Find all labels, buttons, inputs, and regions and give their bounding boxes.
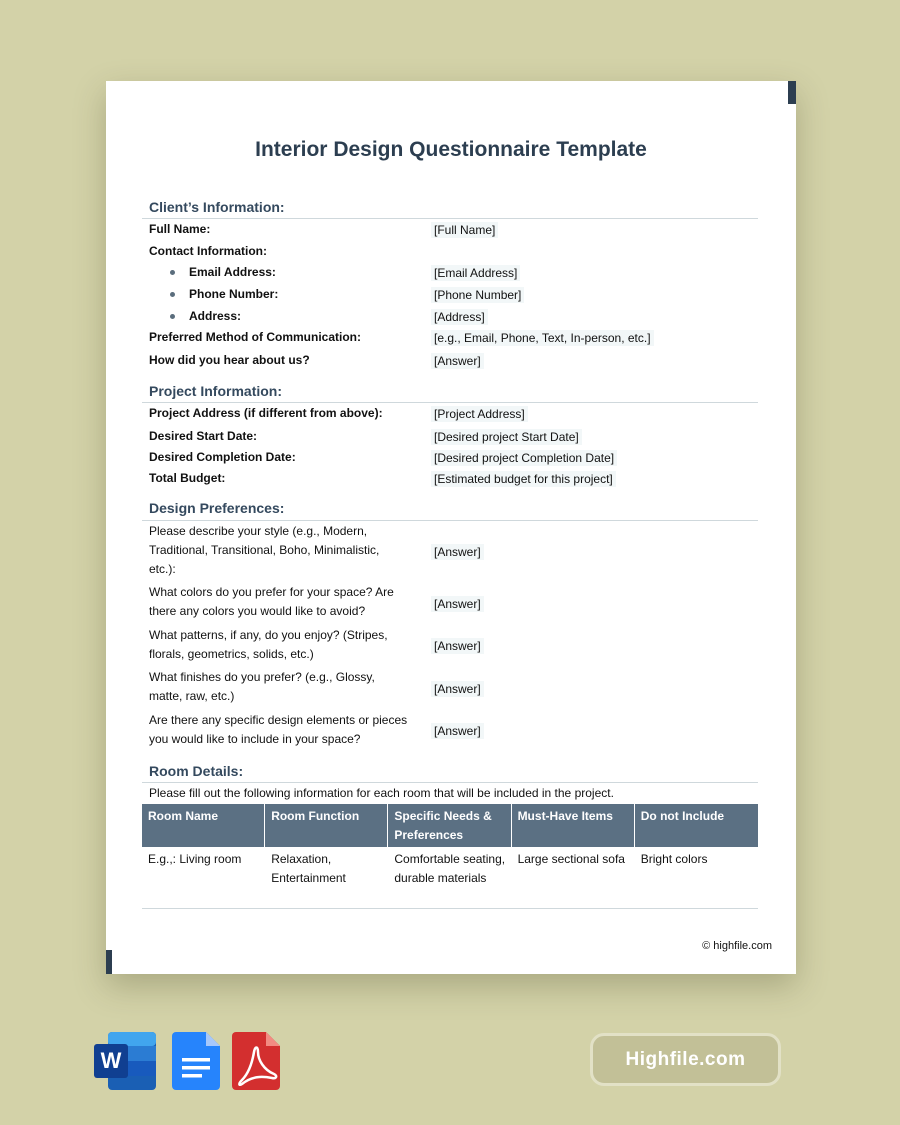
finishes-question: What finishes do you prefer? (e.g., Glossy, matte, raw, etc.) — [149, 670, 375, 703]
phone-field[interactable]: [Phone Number] — [431, 287, 524, 303]
table-cell[interactable]: Comfortable seating, durable materials — [394, 852, 506, 885]
page-title: Interior Design Questionnaire Template — [255, 138, 647, 161]
column-header: Do not Include — [640, 809, 725, 823]
patterns-answer-field[interactable]: [Answer] — [431, 638, 484, 654]
table-row — [142, 847, 758, 909]
completion-date-label: Desired Completion Date: — [149, 450, 296, 464]
project-address-field[interactable]: [Project Address] — [431, 406, 528, 422]
column-header: Room Function — [265, 804, 388, 847]
full-name-field[interactable]: [Full Name] — [431, 222, 498, 238]
section-heading-room: Room Details: — [149, 763, 244, 779]
section-divider — [142, 520, 758, 521]
colors-answer-field[interactable]: [Answer] — [431, 596, 484, 612]
address-field[interactable]: [Address] — [431, 309, 488, 325]
section-divider — [142, 402, 758, 403]
highfile-badge[interactable]: Highfile.com — [590, 1033, 781, 1086]
pdf-icon[interactable] — [232, 1032, 280, 1090]
corner-accent — [106, 950, 112, 974]
document-page — [106, 81, 796, 974]
colors-question: What colors do you prefer for your space? Are there any colors you would like to avoid? — [149, 585, 394, 618]
svg-text:W: W — [100, 1048, 122, 1073]
section-heading-client: Client’s Information: — [149, 199, 285, 215]
email-field[interactable]: [Email Address] — [431, 265, 520, 281]
app-icons — [94, 1030, 284, 1097]
completion-date-field[interactable]: [Desired project Completion Date] — [431, 450, 617, 466]
budget-field[interactable]: [Estimated budget for this project] — [431, 471, 616, 487]
bullet-icon — [170, 292, 175, 297]
project-address-label: Project Address (if different from above): — [149, 406, 383, 420]
bullet-icon — [170, 314, 175, 319]
room-details-intro: Please fill out the following information for each room that will be included in the project. — [149, 786, 614, 800]
section-divider — [142, 218, 758, 219]
bullet-icon — [170, 270, 175, 275]
room-details-table — [142, 804, 758, 909]
contact-info-label: Contact Information: — [149, 244, 267, 258]
address-label: Address: — [189, 309, 242, 323]
style-answer-field[interactable]: [Answer] — [431, 544, 484, 560]
phone-label: Phone Number: — [189, 287, 279, 301]
column-header: Must-Have Items — [512, 804, 635, 847]
patterns-question: What patterns, if any, do you enjoy? (Stripes, florals, geometrics, solids, etc.) — [149, 628, 388, 661]
section-heading-project: Project Information: — [149, 383, 283, 399]
table-cell[interactable]: E.g.,: Living room — [148, 852, 242, 866]
google-docs-icon[interactable] — [172, 1032, 220, 1090]
start-date-label: Desired Start Date: — [149, 429, 258, 443]
hear-about-field[interactable]: [Answer] — [431, 353, 484, 369]
preferred-method-field[interactable]: [e.g., Email, Phone, Text, In-person, etc.] — [431, 330, 654, 346]
style-question: Please describe your style (e.g., Modern, Traditional, Transitional, Boho, Minimalistic, etc.): — [149, 524, 380, 576]
section-heading-design: Design Preferences: — [149, 500, 285, 516]
hear-about-label: How did you hear about us? — [149, 353, 310, 367]
column-header: Room Name — [142, 804, 265, 847]
copyright-footer: © highfile.com — [702, 940, 772, 952]
start-date-field[interactable]: [Desired project Start Date] — [431, 429, 582, 445]
table-cell[interactable]: Relaxation, Entertainment — [271, 852, 346, 885]
section-divider — [142, 782, 758, 783]
email-label: Email Address: — [189, 265, 276, 279]
table-cell[interactable]: Large sectional sofa — [517, 852, 625, 866]
column-header: Specific Needs & Preferences — [388, 804, 511, 847]
full-name-label: Full Name: — [149, 222, 211, 236]
elements-answer-field[interactable]: [Answer] — [431, 723, 484, 739]
word-icon[interactable] — [94, 1032, 156, 1090]
file-format-icons — [94, 1030, 284, 1092]
table-header — [142, 804, 758, 847]
corner-accent — [788, 81, 796, 104]
elements-question: Are there any specific design elements or pieces you would like to include in your space? — [149, 713, 408, 746]
preferred-method-label: Preferred Method of Communication: — [149, 330, 362, 344]
table-cell[interactable]: Bright colors — [640, 852, 708, 866]
budget-label: Total Budget: — [149, 471, 226, 485]
finishes-answer-field[interactable]: [Answer] — [431, 681, 484, 697]
